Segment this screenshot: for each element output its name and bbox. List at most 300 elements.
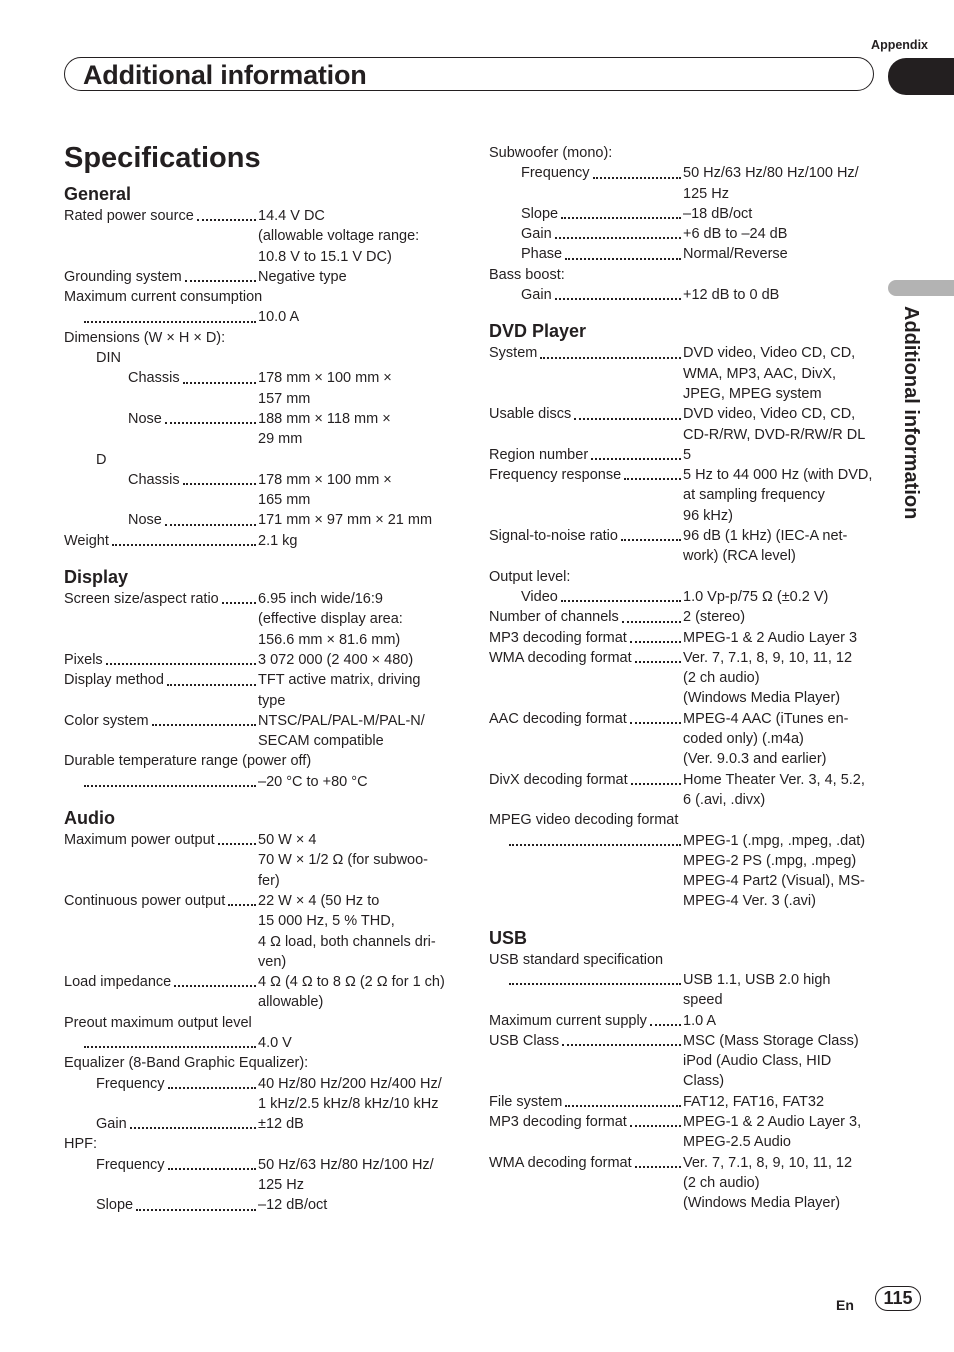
spec-value-line: 96 dB (1 kHz) (IEC-A net- bbox=[683, 528, 848, 545]
spec-label: Region number bbox=[489, 446, 589, 463]
spec-value-line: 2.1 kg bbox=[258, 532, 298, 549]
spec-label: Weight bbox=[64, 532, 109, 549]
spec-row bbox=[64, 1033, 454, 1053]
spec-value bbox=[257, 368, 454, 409]
spec-label: Slope bbox=[96, 1197, 134, 1214]
spec-value bbox=[682, 244, 884, 264]
dot-leader bbox=[650, 1011, 682, 1031]
spec-value-line: (2 ch audio) bbox=[683, 1174, 760, 1191]
spec-row bbox=[489, 709, 884, 770]
spec-label: Gain bbox=[96, 1116, 127, 1133]
spec-label: Nose bbox=[128, 512, 162, 529]
spec-group-label: Bass boost: bbox=[489, 266, 565, 283]
spec-value bbox=[682, 285, 884, 305]
spec-value bbox=[682, 343, 884, 404]
spec-value-line: 4 Ω (4 Ω to 8 Ω (2 Ω for 1 ch) bbox=[258, 974, 445, 991]
spec-value-line: USB 1.1, USB 2.0 high bbox=[683, 971, 831, 988]
dot-leader bbox=[593, 163, 682, 183]
spec-value-line: 50 Hz/63 Hz/80 Hz/100 Hz/ bbox=[683, 165, 859, 182]
spec-row bbox=[64, 206, 454, 267]
spec-label: Gain bbox=[521, 226, 552, 243]
spec-row bbox=[64, 711, 454, 752]
spec-value-line: 125 Hz bbox=[258, 1177, 304, 1194]
dot-leader bbox=[561, 204, 682, 224]
spec-label-cell bbox=[64, 409, 257, 429]
spec-value-line: allowable) bbox=[258, 994, 324, 1011]
spec-value bbox=[257, 670, 454, 711]
dot-leader bbox=[218, 830, 257, 850]
spec-row bbox=[64, 1114, 454, 1134]
page-number: 115 bbox=[875, 1286, 921, 1311]
dot-leader bbox=[165, 510, 257, 530]
spec-value bbox=[257, 1074, 454, 1115]
appendix-label: Appendix bbox=[871, 38, 928, 52]
dot-leader bbox=[174, 972, 257, 992]
spec-value-line: +6 dB to –24 dB bbox=[683, 226, 788, 243]
spec-label: Frequency bbox=[96, 1156, 165, 1173]
left-column bbox=[64, 182, 454, 1216]
spec-label: Signal-to-noise ratio bbox=[489, 528, 618, 545]
spec-row bbox=[489, 1011, 884, 1031]
spec-label-cell bbox=[64, 510, 257, 530]
dot-leader bbox=[183, 368, 257, 388]
spec-value-line: speed bbox=[683, 992, 723, 1009]
spec-value-line: 171 mm × 97 mm × 21 mm bbox=[258, 512, 433, 529]
spec-value bbox=[257, 589, 454, 650]
spec-row bbox=[64, 1074, 454, 1115]
spec-value bbox=[682, 770, 884, 811]
spec-value-line: 156.6 mm × 81.6 mm) bbox=[258, 631, 401, 648]
dot-leader bbox=[635, 1153, 682, 1173]
spec-value-line: 4.0 V bbox=[258, 1034, 292, 1051]
spec-label-cell bbox=[489, 1092, 682, 1112]
spec-row bbox=[489, 224, 884, 244]
spec-label: Nose bbox=[128, 410, 162, 427]
spec-row bbox=[64, 531, 454, 551]
dot-leader bbox=[540, 343, 682, 363]
side-tab-label: Additional information bbox=[900, 306, 922, 520]
spec-label-cell bbox=[64, 267, 257, 287]
spec-group-label: HPF: bbox=[64, 1136, 98, 1153]
spec-value-line: 165 mm bbox=[258, 492, 311, 509]
spec-row bbox=[64, 830, 454, 891]
spec-value-line: DVD video, Video CD, CD, bbox=[683, 406, 856, 423]
spec-value-line: MPEG-4 Part2 (Visual), MS- bbox=[683, 873, 865, 890]
dot-leader bbox=[84, 307, 257, 327]
spec-value-line: 157 mm bbox=[258, 390, 311, 407]
spec-group-label: Output level: bbox=[489, 568, 571, 585]
spec-value bbox=[257, 1114, 454, 1134]
spec-label-cell bbox=[489, 607, 682, 627]
spec-value-line: 1.0 A bbox=[683, 1012, 717, 1029]
spec-value-line: iPod (Audio Class, HID bbox=[683, 1053, 832, 1070]
spec-label: Grounding system bbox=[64, 268, 182, 285]
spec-value-line: type bbox=[258, 692, 286, 709]
spec-label-cell bbox=[64, 206, 257, 226]
spec-row bbox=[489, 404, 884, 445]
spec-label: DivX decoding format bbox=[489, 771, 628, 788]
spec-value-line: –18 dB/oct bbox=[683, 205, 753, 222]
spec-label-cell bbox=[64, 531, 257, 551]
spec-label-cell bbox=[64, 670, 257, 690]
spec-value-line: (Ver. 9.0.3 and earlier) bbox=[683, 751, 827, 768]
spec-group-label: Durable temperature range (power off) bbox=[64, 753, 312, 770]
section-heading: General bbox=[64, 184, 132, 204]
spec-label-cell bbox=[64, 307, 257, 327]
dot-leader bbox=[152, 711, 257, 731]
spec-value-line: –12 dB/oct bbox=[258, 1197, 328, 1214]
spec-value-line: 50 W × 4 bbox=[258, 832, 317, 849]
section-heading: Display bbox=[64, 567, 129, 588]
spec-value bbox=[682, 831, 884, 912]
section-header bbox=[64, 57, 874, 91]
spec-row bbox=[489, 607, 884, 627]
spec-value-line: 70 W × 1/2 Ω (for subwoo- bbox=[258, 852, 429, 869]
spec-value-line: MPEG-2 PS (.mpg, .mpeg) bbox=[683, 852, 857, 869]
dot-leader bbox=[222, 589, 257, 609]
spec-label: Display method bbox=[64, 672, 164, 689]
spec-value bbox=[682, 163, 884, 204]
spec-label-cell bbox=[64, 772, 257, 792]
spec-value-line: 188 mm × 118 mm × bbox=[258, 410, 391, 427]
spec-value-line: MSC (Mass Storage Class) bbox=[683, 1032, 859, 1049]
spec-value-line: Home Theater Ver. 3, 4, 5.2, bbox=[683, 771, 865, 788]
dot-leader bbox=[185, 267, 257, 287]
dot-leader bbox=[630, 628, 682, 648]
spec-label-cell bbox=[64, 891, 257, 911]
section-title: Additional information bbox=[83, 60, 367, 90]
spec-value bbox=[682, 587, 884, 607]
spec-row bbox=[489, 970, 884, 1011]
spec-value bbox=[257, 772, 454, 792]
dot-leader bbox=[561, 587, 682, 607]
spec-value-line: at sampling frequency bbox=[683, 487, 825, 504]
spec-value-line: 125 Hz bbox=[683, 185, 729, 202]
spec-value-line: 178 mm × 100 mm × bbox=[258, 370, 392, 387]
dot-leader bbox=[197, 206, 257, 226]
chapter-tab-marker bbox=[888, 58, 954, 95]
spec-value-line: 29 mm bbox=[258, 431, 303, 448]
spec-row bbox=[489, 770, 884, 811]
spec-value-line: ±12 dB bbox=[258, 1116, 304, 1133]
spec-value-line: TFT active matrix, driving bbox=[258, 672, 421, 689]
spec-value bbox=[682, 1011, 884, 1031]
spec-value-line: –20 °C to +80 °C bbox=[258, 773, 368, 790]
spec-row bbox=[489, 1153, 884, 1214]
spec-value-line: 96 kHz) bbox=[683, 507, 733, 524]
spec-label: Video bbox=[521, 588, 558, 605]
spec-label-cell bbox=[489, 526, 682, 546]
dot-leader bbox=[562, 1031, 682, 1051]
spec-value-line: 4 Ω load, both channels dri- bbox=[258, 933, 436, 950]
spec-value-line: work) (RCA level) bbox=[683, 548, 796, 565]
spec-label-cell bbox=[489, 445, 682, 465]
spec-value bbox=[682, 1153, 884, 1214]
spec-value-line: WMA, MP3, AAC, DivX, bbox=[683, 365, 837, 382]
spec-value-line: SECAM compatible bbox=[258, 733, 384, 750]
spec-value bbox=[257, 307, 454, 327]
spec-value-line: (Windows Media Player) bbox=[683, 690, 841, 707]
spec-row bbox=[64, 1155, 454, 1196]
dot-leader bbox=[136, 1195, 257, 1215]
spec-value bbox=[682, 526, 884, 567]
spec-label-cell bbox=[64, 368, 257, 388]
spec-value-line: 1.0 Vp-p/75 Ω (±0.2 V) bbox=[683, 588, 829, 605]
spec-row bbox=[64, 670, 454, 711]
spec-label-cell bbox=[64, 1033, 257, 1053]
spec-value-line: 6 (.avi, .divx) bbox=[683, 791, 766, 808]
spec-row bbox=[489, 244, 884, 264]
spec-label-cell bbox=[489, 1153, 682, 1173]
spec-value bbox=[257, 1155, 454, 1196]
spec-label-cell bbox=[64, 1155, 257, 1175]
spec-row bbox=[64, 772, 454, 792]
spec-row bbox=[489, 1031, 884, 1092]
right-column bbox=[489, 143, 884, 1214]
dot-leader bbox=[565, 1092, 682, 1112]
dot-leader bbox=[622, 607, 682, 627]
dot-leader bbox=[106, 650, 257, 670]
spec-value-line: MPEG-4 AAC (iTunes en- bbox=[683, 710, 849, 727]
spec-value-line: 178 mm × 100 mm × bbox=[258, 471, 392, 488]
spec-value bbox=[257, 510, 454, 530]
spec-value-line: 10.0 A bbox=[258, 309, 300, 326]
spec-value-line: 5 bbox=[683, 446, 692, 463]
spec-row bbox=[489, 587, 884, 607]
spec-value-line: 15 000 Hz, 5 % THD, bbox=[258, 913, 395, 930]
spec-group-label: MPEG video decoding format bbox=[489, 812, 679, 829]
spec-value bbox=[682, 404, 884, 445]
spec-group-label: Dimensions (W × H × D): bbox=[64, 329, 226, 346]
spec-label: MP3 decoding format bbox=[489, 629, 627, 646]
spec-row bbox=[489, 1112, 884, 1153]
spec-row bbox=[489, 163, 884, 204]
spec-value bbox=[682, 628, 884, 648]
spec-value bbox=[257, 1195, 454, 1215]
dot-leader bbox=[591, 445, 682, 465]
spec-value-line: fer) bbox=[258, 872, 280, 889]
spec-label: Maximum current supply bbox=[489, 1012, 647, 1029]
spec-label: Number of channels bbox=[489, 609, 619, 626]
spec-group-label: Maximum current consumption bbox=[64, 289, 263, 306]
spec-value-line: 22 W × 4 (50 Hz to bbox=[258, 892, 380, 909]
spec-label-cell bbox=[489, 1112, 682, 1132]
spec-label: Phase bbox=[521, 246, 563, 263]
spec-label: USB Class bbox=[489, 1032, 560, 1049]
spec-label-cell bbox=[64, 830, 257, 850]
spec-row bbox=[64, 650, 454, 670]
spec-value-line: 50 Hz/63 Hz/80 Hz/100 Hz/ bbox=[258, 1156, 434, 1173]
spec-label: Continuous power output bbox=[64, 892, 226, 909]
spec-row bbox=[64, 267, 454, 287]
dot-leader bbox=[228, 891, 257, 911]
spec-value-line: 5 Hz to 44 000 Hz (with DVD, bbox=[683, 467, 873, 484]
spec-group-label: Subwoofer (mono): bbox=[489, 145, 613, 161]
spec-value-line: +12 dB to 0 dB bbox=[683, 287, 780, 304]
spec-label-cell bbox=[64, 1195, 257, 1215]
spec-group-label: DIN bbox=[96, 350, 121, 367]
spec-label-cell bbox=[489, 224, 682, 244]
spec-row bbox=[489, 204, 884, 224]
spec-value bbox=[682, 465, 884, 526]
spec-value-line: (2 ch audio) bbox=[683, 670, 760, 687]
spec-value-line: ven) bbox=[258, 953, 287, 970]
spec-label: File system bbox=[489, 1093, 563, 1110]
spec-value bbox=[682, 224, 884, 244]
spec-row bbox=[489, 285, 884, 305]
spec-value-line: 10.8 V to 15.1 V DC) bbox=[258, 248, 392, 265]
spec-value bbox=[257, 711, 454, 752]
spec-value-line: Class) bbox=[683, 1073, 725, 1090]
spec-label-cell bbox=[489, 970, 682, 990]
spec-value-line: JPEG, MPEG system bbox=[683, 385, 822, 402]
spec-value bbox=[682, 607, 884, 627]
spec-label-cell bbox=[64, 470, 257, 490]
spec-label-cell bbox=[489, 163, 682, 183]
spec-value bbox=[682, 445, 884, 465]
spec-value bbox=[257, 206, 454, 267]
spec-label-cell bbox=[489, 244, 682, 264]
spec-value-line: Ver. 7, 7.1, 8, 9, 10, 11, 12 bbox=[683, 1154, 853, 1171]
spec-row bbox=[64, 589, 454, 650]
spec-row bbox=[64, 1195, 454, 1215]
section-heading: Audio bbox=[64, 808, 115, 829]
spec-value bbox=[682, 970, 884, 1011]
spec-label: Usable discs bbox=[489, 406, 572, 423]
spec-label-cell bbox=[489, 285, 682, 305]
dot-leader bbox=[555, 224, 682, 244]
spec-label: Chassis bbox=[128, 471, 180, 488]
dot-leader bbox=[565, 244, 682, 264]
dot-leader bbox=[509, 831, 682, 851]
spec-row bbox=[489, 343, 884, 404]
spec-label-cell bbox=[489, 648, 682, 668]
spec-value bbox=[257, 1033, 454, 1053]
spec-label-cell bbox=[64, 589, 257, 609]
spec-value bbox=[682, 1031, 884, 1092]
spec-label-cell bbox=[64, 1074, 257, 1094]
spec-row bbox=[489, 1092, 884, 1112]
spec-label-cell bbox=[489, 587, 682, 607]
spec-label: Frequency response bbox=[489, 467, 622, 484]
spec-label-cell bbox=[489, 709, 682, 729]
spec-value bbox=[257, 470, 454, 511]
spec-group-label: USB standard specification bbox=[489, 951, 664, 968]
spec-value bbox=[257, 972, 454, 1013]
spec-value-line: 6.95 inch wide/16:9 bbox=[258, 591, 383, 608]
footer-language: En bbox=[836, 1297, 854, 1313]
spec-value-line: DVD video, Video CD, CD, bbox=[683, 345, 856, 362]
dot-leader bbox=[84, 772, 257, 792]
spec-group-label: Equalizer (8-Band Graphic Equalizer): bbox=[64, 1055, 309, 1072]
dot-leader bbox=[509, 970, 682, 990]
spec-row bbox=[489, 445, 884, 465]
spec-value-line: Ver. 7, 7.1, 8, 9, 10, 11, 12 bbox=[683, 649, 853, 666]
dot-leader bbox=[631, 770, 682, 790]
spec-label-cell bbox=[489, 1031, 682, 1051]
spec-value-line: MPEG-2.5 Audio bbox=[683, 1134, 791, 1151]
spec-row bbox=[489, 526, 884, 567]
spec-value-line: MPEG-1 & 2 Audio Layer 3 bbox=[683, 629, 858, 646]
dot-leader bbox=[624, 465, 682, 485]
dot-leader bbox=[555, 285, 682, 305]
spec-row bbox=[64, 510, 454, 530]
dot-leader bbox=[130, 1114, 257, 1134]
spec-label: System bbox=[489, 345, 538, 362]
spec-row bbox=[489, 465, 884, 526]
spec-value-line: coded only) (.m4a) bbox=[683, 731, 804, 748]
spec-label: Screen size/aspect ratio bbox=[64, 591, 219, 608]
spec-value bbox=[257, 891, 454, 972]
spec-value-line: 3 072 000 (2 400 × 480) bbox=[258, 651, 414, 668]
spec-value-line: 14.4 V DC bbox=[258, 208, 325, 224]
spec-value-line: (allowable voltage range: bbox=[258, 228, 420, 245]
spec-label: Slope bbox=[521, 205, 559, 222]
spec-row bbox=[489, 648, 884, 709]
spec-label: Rated power source bbox=[64, 208, 194, 224]
spec-row bbox=[64, 891, 454, 972]
spec-label-cell bbox=[64, 972, 257, 992]
spec-value-line: CD-R/RW, DVD-R/RW/R DL bbox=[683, 426, 866, 443]
spec-group-label: Preout maximum output level bbox=[64, 1014, 252, 1031]
spec-value-line: NTSC/PAL/PAL-M/PAL-N/ bbox=[258, 712, 425, 729]
dot-leader bbox=[635, 648, 682, 668]
spec-label: Frequency bbox=[521, 165, 590, 182]
spec-label-cell bbox=[489, 1011, 682, 1031]
spec-label-cell bbox=[489, 404, 682, 424]
side-tab-marker bbox=[888, 280, 954, 296]
spec-value-line: MPEG-1 (.mpg, .mpeg, .dat) bbox=[683, 832, 866, 849]
spec-value bbox=[257, 267, 454, 287]
spec-row bbox=[489, 831, 884, 912]
spec-label-cell bbox=[489, 204, 682, 224]
spec-value bbox=[682, 1112, 884, 1153]
dot-leader bbox=[112, 531, 257, 551]
spec-value-line: Normal/Reverse bbox=[683, 246, 788, 263]
spec-value-line: MPEG-4 Ver. 3 (.avi) bbox=[683, 893, 816, 910]
spec-value bbox=[257, 531, 454, 551]
spec-label: Chassis bbox=[128, 370, 180, 387]
spec-row bbox=[64, 368, 454, 409]
dot-leader bbox=[167, 670, 257, 690]
spec-label: Load impedance bbox=[64, 974, 172, 991]
page-title: Specifications bbox=[64, 142, 261, 174]
spec-label-cell bbox=[489, 343, 682, 363]
spec-label: WMA decoding format bbox=[489, 1154, 632, 1171]
dot-leader bbox=[168, 1074, 257, 1094]
spec-value-line: MPEG-1 & 2 Audio Layer 3, bbox=[683, 1114, 862, 1131]
dot-leader bbox=[165, 409, 257, 429]
spec-value bbox=[257, 650, 454, 670]
spec-value-line: 40 Hz/80 Hz/200 Hz/400 Hz/ bbox=[258, 1075, 442, 1092]
spec-value-line: FAT12, FAT16, FAT32 bbox=[683, 1093, 825, 1110]
spec-value-line: 1 kHz/2.5 kHz/8 kHz/10 kHz bbox=[258, 1095, 439, 1112]
spec-label: Maximum power output bbox=[64, 832, 215, 849]
spec-value bbox=[682, 709, 884, 770]
spec-label: Frequency bbox=[96, 1075, 165, 1092]
section-heading: USB bbox=[489, 927, 528, 948]
spec-group-label: D bbox=[96, 451, 107, 468]
spec-label: Gain bbox=[521, 287, 552, 304]
spec-value-line: 2 (stereo) bbox=[683, 609, 746, 626]
spec-row bbox=[64, 409, 454, 450]
spec-label-cell bbox=[64, 650, 257, 670]
spec-row bbox=[64, 307, 454, 327]
spec-label: Pixels bbox=[64, 651, 103, 668]
spec-value-line: Negative type bbox=[258, 268, 347, 285]
spec-value bbox=[257, 409, 454, 450]
dot-leader bbox=[168, 1155, 257, 1175]
